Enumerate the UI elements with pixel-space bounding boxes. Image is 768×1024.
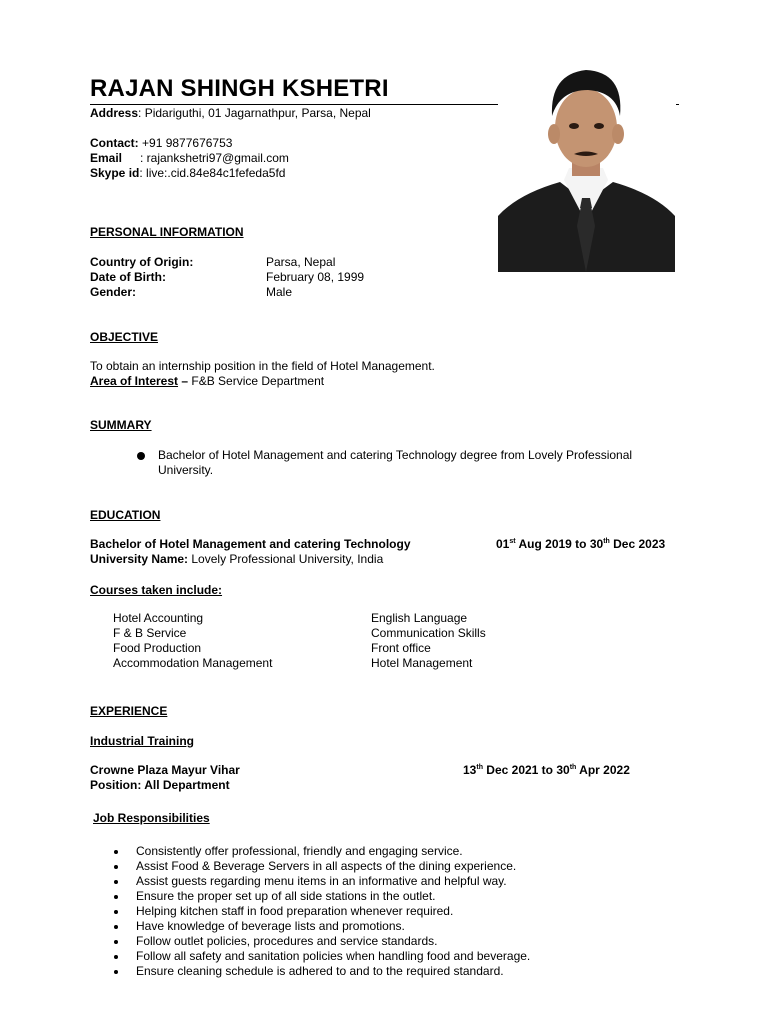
contact-value: +91 9877676753 [138,136,233,150]
address-line [90,106,371,121]
job-end-month-year: Apr 2022 [576,763,630,777]
course-item: Food Production [113,641,202,655]
responsibility-bullet [114,865,118,869]
summary-bullet [137,452,145,460]
job-responsibilities-heading: Job Responsibilities [93,811,210,825]
email-value: : rajankshetri97@gmail.com [140,151,289,165]
degree-range-middle: Aug 2019 to 30 [515,537,604,551]
email-line [90,151,289,166]
responsibility-bullet [114,850,118,854]
dob-label: Date of Birth: [90,270,166,284]
responsibility-item: Ensure cleaning schedule is adhered to and to the required standard. [136,964,504,978]
contact-label: Contact: [90,136,139,150]
area-of-interest-line [90,374,324,389]
name-rule-end-mark [676,104,679,105]
courses-heading: Courses taken include: [90,583,223,597]
summary-line-1: Bachelor of Hotel Management and catering Technology degree from Lovely Professional [158,448,633,462]
job-end-suffix: th [569,764,577,771]
name-underline-rule [90,104,498,105]
profile-photo [498,56,675,272]
responsibility-item: Assist Food & Beverage Servers in all aspects of the dining experience. [136,859,517,873]
summary-heading: SUMMARY [90,418,152,432]
job-dates [463,763,630,778]
degree-title: Bachelor of Hotel Management and catering Technology [90,537,411,551]
personal-info-heading: PERSONAL INFORMATION [90,225,244,239]
email-label: Email [90,151,123,165]
university-value: Lovely Professional University, India [188,552,384,566]
area-of-interest-separator: – [178,374,192,388]
course-item: Communication Skills [371,626,486,640]
job-start-day: 13 [463,763,477,777]
course-item: English Language [371,611,468,625]
course-item: Front office [371,641,431,655]
job-start-suffix: th [476,764,483,771]
candidate-name: RAJAN SHINGH KSHETRI [90,75,389,102]
responsibility-bullet [114,925,118,929]
responsibility-item: Follow outlet policies, procedures and service standards. [136,934,438,948]
objective-heading: OBJECTIVE [90,330,159,344]
degree-end-month-year: Dec 2023 [609,537,666,551]
country-label: Country of Origin: [90,255,194,269]
area-of-interest-value: F&B Service Department [191,374,325,388]
course-item: Hotel Accounting [113,611,204,625]
responsibility-bullet [114,940,118,944]
course-item: F & B Service [113,626,187,640]
responsibility-item: Have knowledge of beverage lists and promotions. [136,919,405,933]
skype-value: : live:.cid.84e84c1fefeda5fd [139,166,286,180]
responsibility-bullet [114,880,118,884]
gender-value: Male [266,285,293,299]
job-range-middle: Dec 2021 to 30 [482,763,570,777]
degree-start-day: 01 [496,537,510,551]
university-label: University Name: [90,552,189,566]
dob-value: February 08, 1999 [266,270,365,284]
skype-label: Skype id [90,166,140,180]
responsibility-item: Assist guests regarding menu items in an informative and helpful way. [136,874,507,888]
responsibility-item: Ensure the proper set up of all side stations in the outlet. [136,889,436,903]
course-item: Accommodation Management [113,656,273,670]
responsibility-item: Helping kitchen staff in food preparation whenever required. [136,904,454,918]
skype-line [90,166,285,181]
degree-dates [496,537,665,552]
address-label: Address [90,106,139,120]
industrial-training-heading: Industrial Training [90,734,195,748]
experience-heading: EXPERIENCE [90,704,168,718]
course-item: Hotel Management [371,656,473,670]
degree-end-suffix: th [603,538,610,545]
responsibility-bullet [114,895,118,899]
area-of-interest-label: Area of Interest [90,374,179,388]
responsibility-item: Follow all safety and sanitation policies when handling food and beverage. [136,949,531,963]
degree-start-suffix: st [509,538,516,545]
company-name: Crowne Plaza Mayur Vihar [90,763,240,777]
responsibility-bullet [114,970,118,974]
objective-text: To obtain an internship position in the field of Hotel Management. [90,359,435,373]
responsibility-item: Consistently offer professional, friendly and engaging service. [136,844,463,858]
university-line [90,552,383,567]
gender-label: Gender: [90,285,137,299]
address-value: : Pidariguthi, 01 Jagarnathpur, Parsa, Nepal [138,106,371,120]
responsibility-bullet [114,955,118,959]
position-line: Position: All Department [90,778,230,792]
education-heading: EDUCATION [90,508,161,522]
summary-line-2: University. [158,463,214,477]
country-value: Parsa, Nepal [266,255,336,269]
contact-line [90,136,232,151]
responsibility-bullet [114,910,118,914]
